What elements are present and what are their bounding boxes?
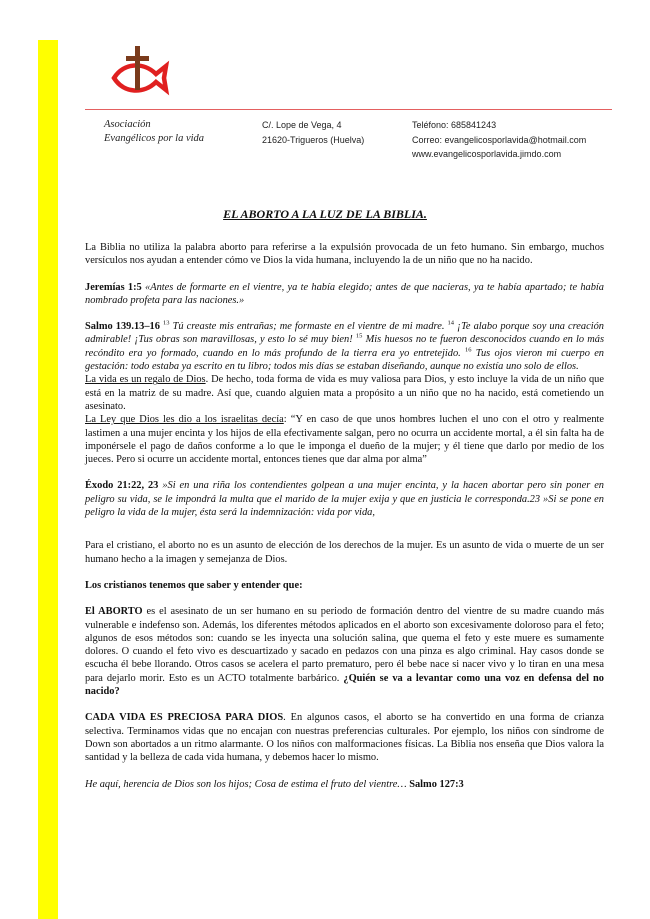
preciosa-text: . En algunos casos, el aborto se ha convertido en una forma de crianza selectiva. Terminamos vidas que no encajan con nuestras preferencias culturales. Por ejemplo, los niños con síndrome de Down son abortados a un ritmo alarmante. O los niños con malformaciones físicas. La Biblia nos enseña que Dios valora la santidad y la belleza de cada vida humana, y debemos hacer lo mismo. xyxy=(85,712,604,764)
aborto-question: ¿Quién se va a levantar como una voz en defensa del no nacido? xyxy=(85,672,604,698)
ley-lead: La Ley que Dios les dio a los israelitas decía xyxy=(85,414,284,426)
vida-regalo-lead: La vida es un regalo de Dios xyxy=(85,374,206,386)
verse-15: 15 xyxy=(355,333,363,341)
aborto-lead: El ABORTO xyxy=(85,606,143,618)
org-line-2: Evangélicos por la vida xyxy=(104,133,205,144)
email: Correo: evangelicosporlavida@hotmail.com xyxy=(412,134,587,145)
header-divider xyxy=(85,109,612,110)
side-color-bar xyxy=(38,40,58,919)
aborto-text: es el asesinato de un ser humano en su periodo de formación dentro del vientre de su madre cuando más vulnerable e indefenso son. Además, los diferentes métodos aplicados en el aborto son excesivamente doloroso para el feto; algunos de esos métodos son: cuando se les inyecta una solución salina, que quema el feto y este muere es sumamente dolores. O cuando el feto vivo es descuartizado y sacado en pedazos con una pinza es algo criminal. Hay casos donde se escucha él bebe llorando. Otros casos se acelera el parto prematuro, pero él bebe nace si nacer vivo y lo tiran en una mesa para dejarlo morir. Esto es un ACTO totalmente barbárico. xyxy=(85,606,604,684)
address-line-2: 21620-Trigueros (Huelva) xyxy=(262,134,365,145)
ley-text: : “Y en caso de que unos hombres luchen el uno con el otro y realmente lastimen a una mujer encinta y los hijos de ella efectivamente salgan, pero no ocurra un accidente mortal, a él sin falta ha de imponérsele el pago de daños conforme a lo que le imponga el dueño de la mujer; y él tiene que darlo por medio de los jueces. Pero si ocurre un accidente mortal, entonces tienes que dar alma por alma” xyxy=(85,414,605,466)
exodo-paragraph xyxy=(85,479,604,519)
jeremias-text: «Antes de formarte en el vientre, ya te había elegido; antes de que nacieras, ya te había apartado; te había nombrado profeta para las naciones.» xyxy=(85,281,604,306)
closing-ref: Salmo 127:3 xyxy=(406,778,464,790)
preciosa-paragraph xyxy=(85,711,604,764)
verse-14: 14 xyxy=(447,319,454,327)
aborto-definition-paragraph xyxy=(85,605,604,698)
intro-paragraph: La Biblia no utiliza la palabra aborto para referirse a la expulsión provocada de un feto humano. Sin embargo, muchos versículos nos ayudan a entender cómo ve Dios la vida humana, incluyendo la de un niño que no ha nacido. xyxy=(85,242,604,267)
vida-regalo-text: . De hecho, toda forma de vida es muy valiosa para Dios, y esto incluye la vida de un niño que está en la matriz de su madre. Así que, cuando alguien mata a propósito a un niño que no ha nacido, está cometiendo un asesinato. xyxy=(85,374,604,412)
verse-16-text: Tus ojos vieron mi cuerpo en gestación: todo estaba ya escrito en tu libro; todos mis días se estaban diseñando, aunque no existía uno solo de ellos. xyxy=(85,347,605,373)
preciosa-lead: CADA VIDA ES PRECIOSA PARA DIOS xyxy=(85,712,284,724)
org-line-1: Asociación xyxy=(104,119,151,130)
exodo-ref: Éxodo 21:22, 23 xyxy=(85,480,159,492)
ley-paragraph xyxy=(85,413,604,466)
jeremias-ref: Jeremías 1:5 xyxy=(85,281,142,293)
closing-quote-text: He aquí, herencia de Dios son los hijos; Cosa de estima el fruto del vientre… xyxy=(85,778,407,790)
exodo-text: »Si en una riña los contendientes golpean a una mujer encinta, y la hacen abortar pero sin poner en peligro su vida, se le impondrá la multa que el marido de la mujer exija y que en justicia le corresponda.23 »Si se pone en peligro la vida de la mujer, ésta será la indemnización: vida por vida, xyxy=(85,480,604,519)
website: www.evangelicosporlavida.jimdo.com xyxy=(412,149,562,159)
cross-fish-logo xyxy=(110,44,170,100)
phone: Teléfono: 685841243 xyxy=(412,120,497,130)
address-block xyxy=(262,118,364,147)
verse-13-text: Tú creaste mis entrañas; me formaste en el vientre de mi madre. xyxy=(169,321,448,333)
contact-block xyxy=(412,118,586,162)
verse-14-text: ¡Te alabo porque soy una creación admirable! ¡Tus obras son maravillosas, y esto lo sé muy bien! xyxy=(85,321,604,346)
verse-16: 16 xyxy=(465,346,472,354)
salmo139-ref: Salmo 139.13–16 xyxy=(85,321,160,333)
saber-heading: Los cristianos tenemos que saber y entender que: xyxy=(85,579,303,591)
vida-regalo-paragraph xyxy=(85,373,604,413)
jeremias-paragraph xyxy=(85,281,604,308)
cristiano-paragraph: Para el cristiano, el aborto no es un asunto de elección de los derechos de la mujer. Es un asunto de vida o muerte de un ser humano hecho a la imagen y semejanza de Dios. xyxy=(85,540,604,565)
address-line-1: C/. Lope de Vega, 4 xyxy=(262,120,342,130)
verse-13: 13 xyxy=(163,319,170,327)
organization-name xyxy=(104,118,204,146)
verse-15-text: Mis huesos no te fueron desconocidos cuando en lo más recóndito era yo formado, cuando en lo más profundo de la tierra era yo entretejido. xyxy=(85,334,604,359)
salmo139-paragraph xyxy=(85,320,604,373)
closing-quote xyxy=(85,778,604,791)
document-body xyxy=(85,241,604,804)
page-title: EL ABORTO A LA LUZ DE LA BIBLIA. xyxy=(223,207,427,221)
